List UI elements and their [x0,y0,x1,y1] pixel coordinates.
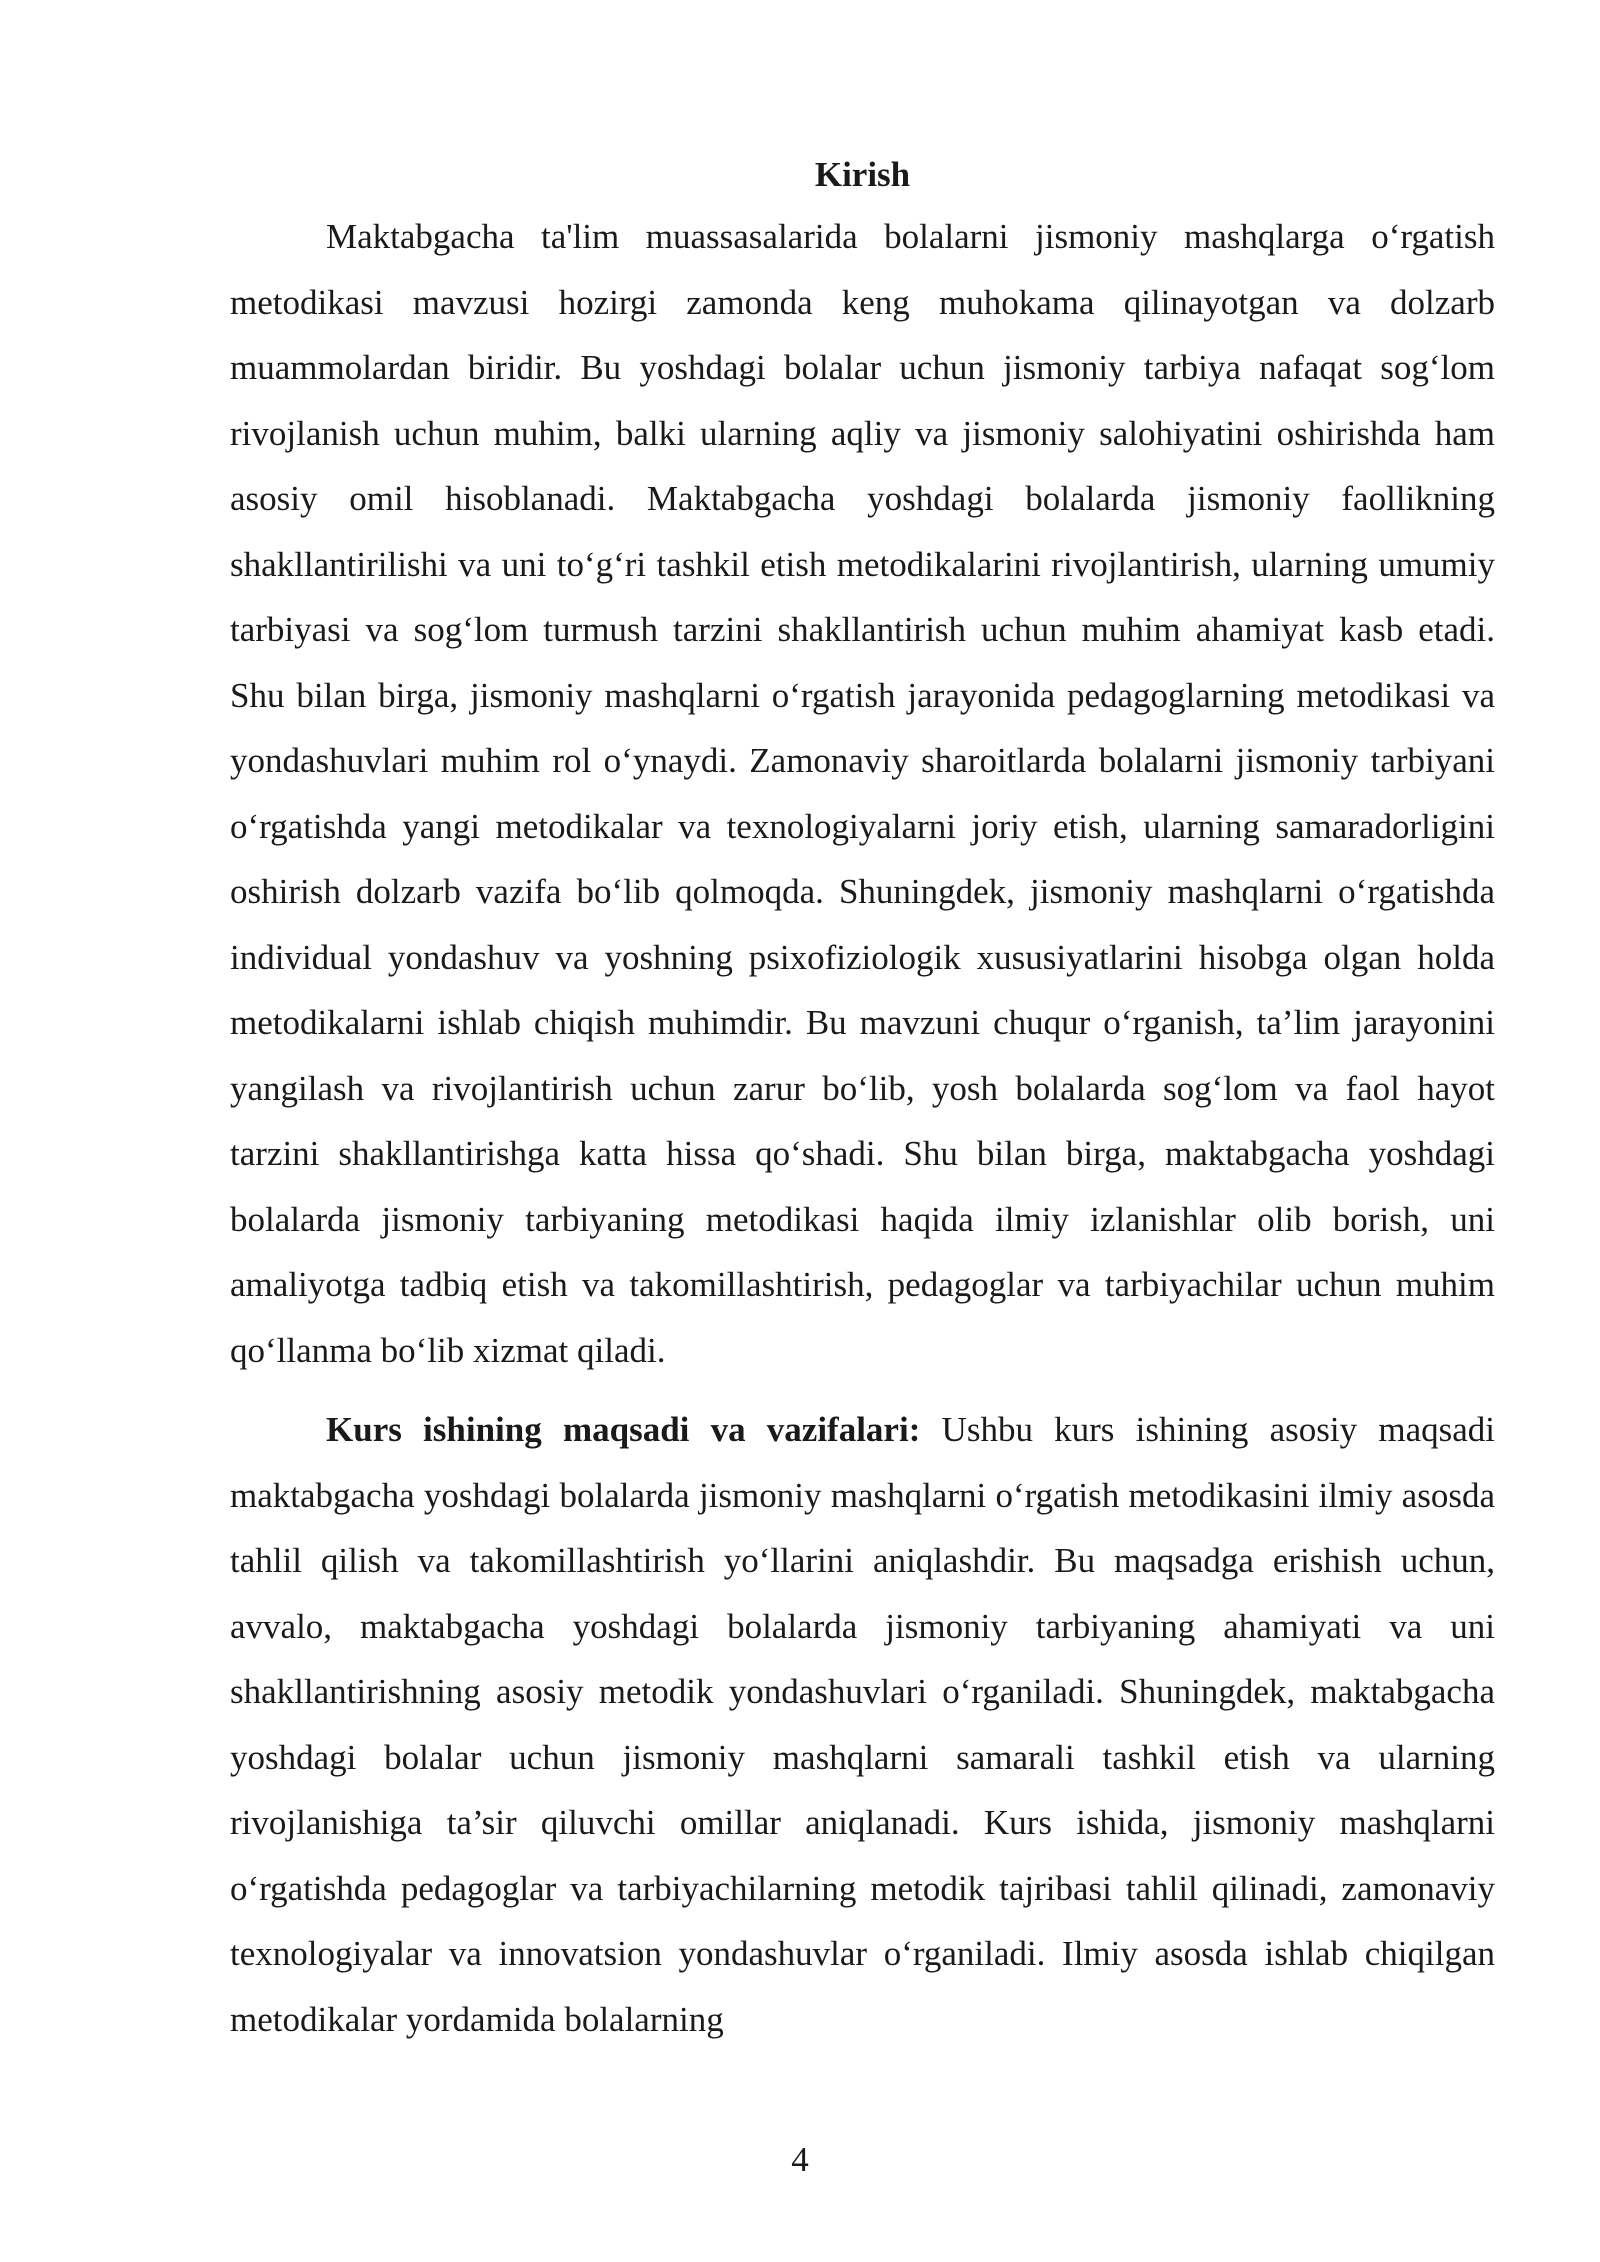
goals-paragraph [230,1397,1495,2052]
goals-paragraph-lead: Kurs ishining maqsadi va vazifalari: [326,1410,921,1449]
document-page [230,150,1495,2052]
goals-paragraph-body: Ushbu kurs ishining asosiy maqsadi maktabgacha yoshdagi bolalarda jismoniy mashqlarni o‘rgatish metodikasini ilmiy asosda tahlil qilish va takomillashtirish yo‘llarini aniqlashdir. Bu maqsadga erishish uchun, avvalo, maktabgacha yoshdagi bolalarda jismoniy tarbiyaning ahamiyati va uni shakllantirishning asosiy metodik yondashuvlari o‘rganiladi. Shuningdek, maktabgacha yoshdagi bolalar uchun jismoniy mashqlarni samarali tashkil etish va ularning rivojlanishiga ta’sir qiluvchi omillar aniqlanadi. Kurs ishida, jismoniy mashqlarni o‘rgatishda pedagoglar va tarbiyachilarning metodik tajribasi tahlil qilinadi, zamonaviy texnologiyalar va innovatsion yondashuvlar o‘rganiladi. Ilmiy asosda ishlab chiqilgan metodikalar yordamida bolalarning [230,1410,1495,2039]
page-number: 4 [791,2140,809,2179]
section-heading: Kirish [814,155,911,194]
introduction-paragraph: Maktabgacha ta'lim muassasalarida bolalarni jismoniy mashqlarga o‘rgatish metodikasi mavzusi hozirgi zamonda keng muhokama qilinayotgan va dolzarb muammolardan biridir. Bu yoshdagi bolalar uchun jismoniy tarbiya nafaqat sog‘lom rivojlanish uchun muhim, balki ularning aqliy va jismoniy salohiyatini oshirishda ham asosiy omil hisoblanadi. Maktabgacha yoshdagi bolalarda jismoniy faollikning shakllantirilishi va uni to‘g‘ri tashkil etish metodikalarini rivojlantirish, ularning umumiy tarbiyasi va sog‘lom turmush tarzini shakllantirish uchun muhim ahamiyat kasb etadi. Shu bilan birga, jismoniy mashqlarni o‘rgatish jarayonida pedagoglarning metodikasi va yondashuvlari muhim rol o‘ynaydi. Zamonaviy sharoitlarda bolalarni jismoniy tarbiyani o‘rgatishda yangi metodikalar va texnologiyalarni joriy etish, ularning samaradorligini oshirish dolzarb vazifa bo‘lib qolmoqda. Shuningdek, jismoniy mashqlarni o‘rgatishda individual yondashuv va yoshning psixofiziologik xususiyatlarini hisobga olgan holda metodikalarni ishlab chiqish muhimdir. Bu mavzuni chuqur o‘rganish, ta’lim jarayonini yangilash va rivojlantirish uchun zarur bo‘lib, yosh bolalarda sog‘lom va faol hayot tarzini shakllantirishga katta hissa qo‘shadi. Shu bilan birga, maktabgacha yoshdagi bolalarda jismoniy tarbiyaning metodikasi haqida ilmiy izlanishlar olib borish, uni amaliyotga tadbiq etish va takomillashtirish, pedagoglar va tarbiyachilar uchun muhim qo‘llanma bo‘lib xizmat qiladi. [230,217,1495,1370]
